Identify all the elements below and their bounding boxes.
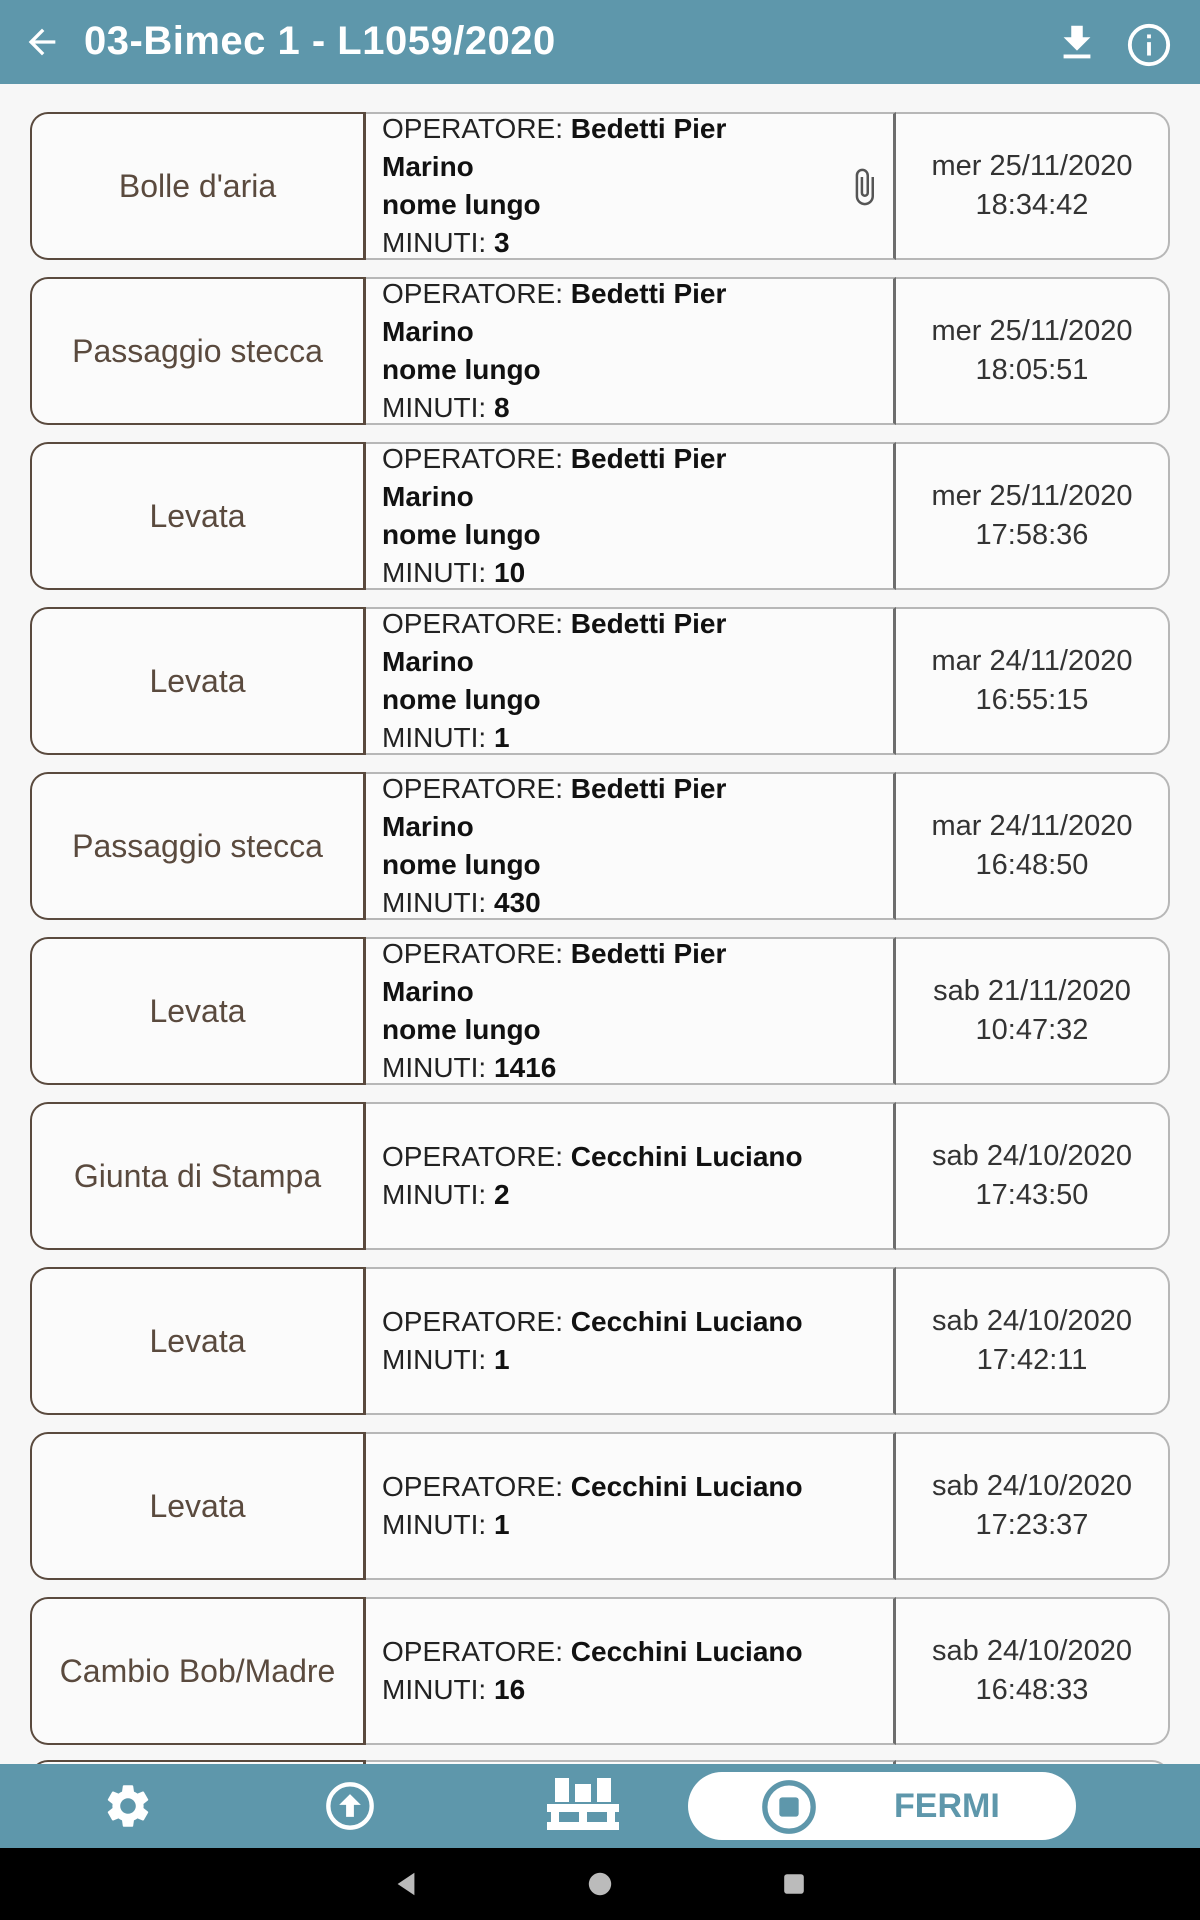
stop-time: 17:42:11 bbox=[976, 1344, 1088, 1376]
operator-name: Cecchini Luciano bbox=[570, 1471, 803, 1502]
stop-date: sab 24/10/2020 bbox=[932, 1635, 1132, 1667]
operator-line bbox=[382, 1303, 823, 1341]
stop-date: mer 25/11/2020 bbox=[931, 480, 1133, 512]
attachment-icon[interactable] bbox=[844, 164, 884, 210]
stop-datetime bbox=[896, 1102, 1170, 1250]
stop-info bbox=[366, 937, 896, 1085]
minutes-value: 1 bbox=[494, 1344, 510, 1375]
minutes-value: 430 bbox=[494, 887, 541, 918]
list-item[interactable] bbox=[30, 772, 1170, 920]
operator-name-line2: nome lungo bbox=[382, 189, 541, 220]
minutes-line bbox=[382, 1049, 823, 1087]
operator-name: Bedetti Pier Marino bbox=[382, 773, 727, 842]
operator-name-line2: nome lungo bbox=[382, 519, 541, 550]
operator-label: OPERATORE: bbox=[382, 278, 571, 309]
stop-info bbox=[366, 112, 896, 260]
minutes-label: MINUTI: bbox=[382, 887, 494, 918]
stop-reason: Bolle d'aria bbox=[30, 112, 366, 260]
stop-datetime bbox=[896, 1432, 1170, 1580]
nav-home-icon[interactable] bbox=[586, 1870, 614, 1898]
stop-date: sab 21/11/2020 bbox=[933, 975, 1131, 1007]
stop-date: sab 24/10/2020 bbox=[932, 1470, 1132, 1502]
minutes-label: MINUTI: bbox=[382, 227, 494, 258]
stop-datetime bbox=[896, 1267, 1170, 1415]
list-item[interactable] bbox=[30, 112, 1170, 260]
stop-reason: Passaggio stecca bbox=[30, 277, 366, 425]
stop-info bbox=[366, 1267, 896, 1415]
minutes-label: MINUTI: bbox=[382, 1674, 494, 1705]
minutes-label: MINUTI: bbox=[382, 1509, 494, 1540]
minutes-line bbox=[382, 1341, 823, 1379]
operator-line bbox=[382, 275, 823, 351]
list-item[interactable] bbox=[30, 1597, 1170, 1745]
operator-name: Bedetti Pier Marino bbox=[382, 278, 727, 347]
stop-time: 18:05:51 bbox=[975, 354, 1089, 386]
minutes-line bbox=[382, 1671, 823, 1709]
minutes-value: 1416 bbox=[494, 1052, 557, 1083]
stop-time: 16:48:33 bbox=[975, 1674, 1089, 1706]
operator-label: OPERATORE: bbox=[382, 1141, 571, 1172]
list-item[interactable] bbox=[30, 1102, 1170, 1250]
stop-time: 17:58:36 bbox=[975, 519, 1089, 551]
operator-line bbox=[382, 770, 823, 846]
minutes-line bbox=[382, 224, 823, 262]
operator-name-line2: nome lungo bbox=[382, 684, 541, 715]
stop-reason: Levata bbox=[30, 1432, 366, 1580]
gear-icon[interactable] bbox=[102, 1780, 154, 1832]
stop-datetime bbox=[896, 772, 1170, 920]
minutes-line bbox=[382, 389, 823, 427]
arrow-left-icon[interactable] bbox=[22, 22, 62, 62]
minutes-value: 1 bbox=[494, 1509, 510, 1540]
operator-name: Bedetti Pier Marino bbox=[382, 113, 727, 182]
stop-reason: Levata bbox=[30, 937, 366, 1085]
minutes-value: 16 bbox=[494, 1674, 526, 1705]
operator-line bbox=[382, 935, 823, 1011]
list-item[interactable] bbox=[30, 937, 1170, 1085]
minutes-label: MINUTI: bbox=[382, 392, 494, 423]
operator-label: OPERATORE: bbox=[382, 773, 571, 804]
operator-label: OPERATORE: bbox=[382, 1306, 571, 1337]
pallet-icon[interactable] bbox=[542, 1776, 624, 1836]
fermi-button[interactable] bbox=[688, 1772, 1076, 1840]
stop-date: mar 24/11/2020 bbox=[931, 645, 1133, 677]
stop-reason: Levata bbox=[30, 607, 366, 755]
minutes-value: 8 bbox=[494, 392, 510, 423]
operator-name: Bedetti Pier Marino bbox=[382, 938, 727, 1007]
stop-info bbox=[366, 277, 896, 425]
list-item[interactable] bbox=[30, 607, 1170, 755]
stop-datetime bbox=[896, 442, 1170, 590]
operator-label: OPERATORE: bbox=[382, 938, 571, 969]
stop-date: mar 24/11/2020 bbox=[931, 810, 1133, 842]
stop-datetime bbox=[896, 277, 1170, 425]
stop-info bbox=[366, 772, 896, 920]
minutes-line bbox=[382, 719, 823, 757]
stops-list bbox=[0, 84, 1200, 1764]
minutes-label: MINUTI: bbox=[382, 722, 494, 753]
app-bar bbox=[0, 0, 1200, 84]
stop-time: 10:47:32 bbox=[975, 1014, 1089, 1046]
bottom-bar bbox=[0, 1764, 1200, 1848]
operator-line bbox=[382, 1138, 823, 1176]
operator-line bbox=[382, 1633, 823, 1671]
minutes-value: 3 bbox=[494, 227, 510, 258]
stop-reason: Levata bbox=[30, 442, 366, 590]
stop-info bbox=[366, 1432, 896, 1580]
operator-line bbox=[382, 110, 823, 186]
stop-datetime bbox=[896, 112, 1170, 260]
operator-label: OPERATORE: bbox=[382, 1636, 571, 1667]
minutes-value: 2 bbox=[494, 1179, 510, 1210]
minutes-label: MINUTI: bbox=[382, 1179, 494, 1210]
page-title: 03-Bimec 1 - L1059/2020 bbox=[84, 19, 556, 63]
list-item[interactable] bbox=[30, 442, 1170, 590]
minutes-label: MINUTI: bbox=[382, 1052, 494, 1083]
stop-datetime bbox=[896, 937, 1170, 1085]
operator-label: OPERATORE: bbox=[382, 1471, 571, 1502]
operator-label: OPERATORE: bbox=[382, 443, 571, 474]
upload-circle-icon[interactable] bbox=[324, 1780, 376, 1832]
minutes-label: MINUTI: bbox=[382, 1344, 494, 1375]
operator-name: Bedetti Pier Marino bbox=[382, 443, 727, 512]
stop-circle-icon bbox=[760, 1778, 818, 1836]
list-item[interactable] bbox=[30, 277, 1170, 425]
stop-date: sab 24/10/2020 bbox=[932, 1305, 1132, 1337]
stop-info bbox=[366, 1597, 896, 1745]
minutes-value: 10 bbox=[494, 557, 526, 588]
operator-label: OPERATORE: bbox=[382, 113, 571, 144]
operator-label: OPERATORE: bbox=[382, 608, 571, 639]
minutes-line bbox=[382, 1176, 823, 1214]
nav-recents-icon[interactable] bbox=[780, 1870, 808, 1898]
stop-info bbox=[366, 442, 896, 590]
stop-date: sab 24/10/2020 bbox=[932, 1140, 1132, 1172]
operator-line bbox=[382, 440, 823, 516]
stop-reason: Passaggio stecca bbox=[30, 772, 366, 920]
stop-reason: Cambio Bob/Madre bbox=[30, 1597, 366, 1745]
stop-datetime bbox=[896, 1597, 1170, 1745]
system-nav-bar bbox=[0, 1848, 1200, 1920]
operator-name-line2: nome lungo bbox=[382, 1014, 541, 1045]
stop-reason: Levata bbox=[30, 1267, 366, 1415]
operator-name: Bedetti Pier Marino bbox=[382, 608, 727, 677]
download-icon[interactable] bbox=[1054, 20, 1100, 66]
operator-name: Cecchini Luciano bbox=[570, 1141, 803, 1172]
operator-line bbox=[382, 605, 823, 681]
stop-info bbox=[366, 607, 896, 755]
minutes-line bbox=[382, 1506, 823, 1544]
stop-time: 17:23:37 bbox=[975, 1509, 1089, 1541]
minutes-line bbox=[382, 884, 823, 922]
list-item[interactable] bbox=[30, 1432, 1170, 1580]
minutes-value: 1 bbox=[494, 722, 510, 753]
operator-line bbox=[382, 1468, 823, 1506]
operator-name-line2: nome lungo bbox=[382, 354, 541, 385]
minutes-line bbox=[382, 554, 823, 592]
stop-time: 17:43:50 bbox=[975, 1179, 1089, 1211]
list-item[interactable] bbox=[30, 1267, 1170, 1415]
stop-reason: Giunta di Stampa bbox=[30, 1102, 366, 1250]
minutes-label: MINUTI: bbox=[382, 557, 494, 588]
stop-date: mer 25/11/2020 bbox=[931, 315, 1133, 347]
nav-back-icon[interactable] bbox=[392, 1870, 420, 1898]
stop-datetime bbox=[896, 607, 1170, 755]
stop-time: 16:48:50 bbox=[975, 849, 1089, 881]
stop-time: 16:55:15 bbox=[975, 684, 1089, 716]
operator-name: Cecchini Luciano bbox=[570, 1636, 803, 1667]
info-icon[interactable] bbox=[1126, 22, 1172, 68]
operator-name: Cecchini Luciano bbox=[570, 1306, 803, 1337]
stop-info bbox=[366, 1102, 896, 1250]
fermi-label: FERMI bbox=[894, 1787, 1000, 1825]
operator-name-line2: nome lungo bbox=[382, 849, 541, 880]
stop-time: 18:34:42 bbox=[975, 189, 1089, 221]
stop-date: mer 25/11/2020 bbox=[931, 150, 1133, 182]
